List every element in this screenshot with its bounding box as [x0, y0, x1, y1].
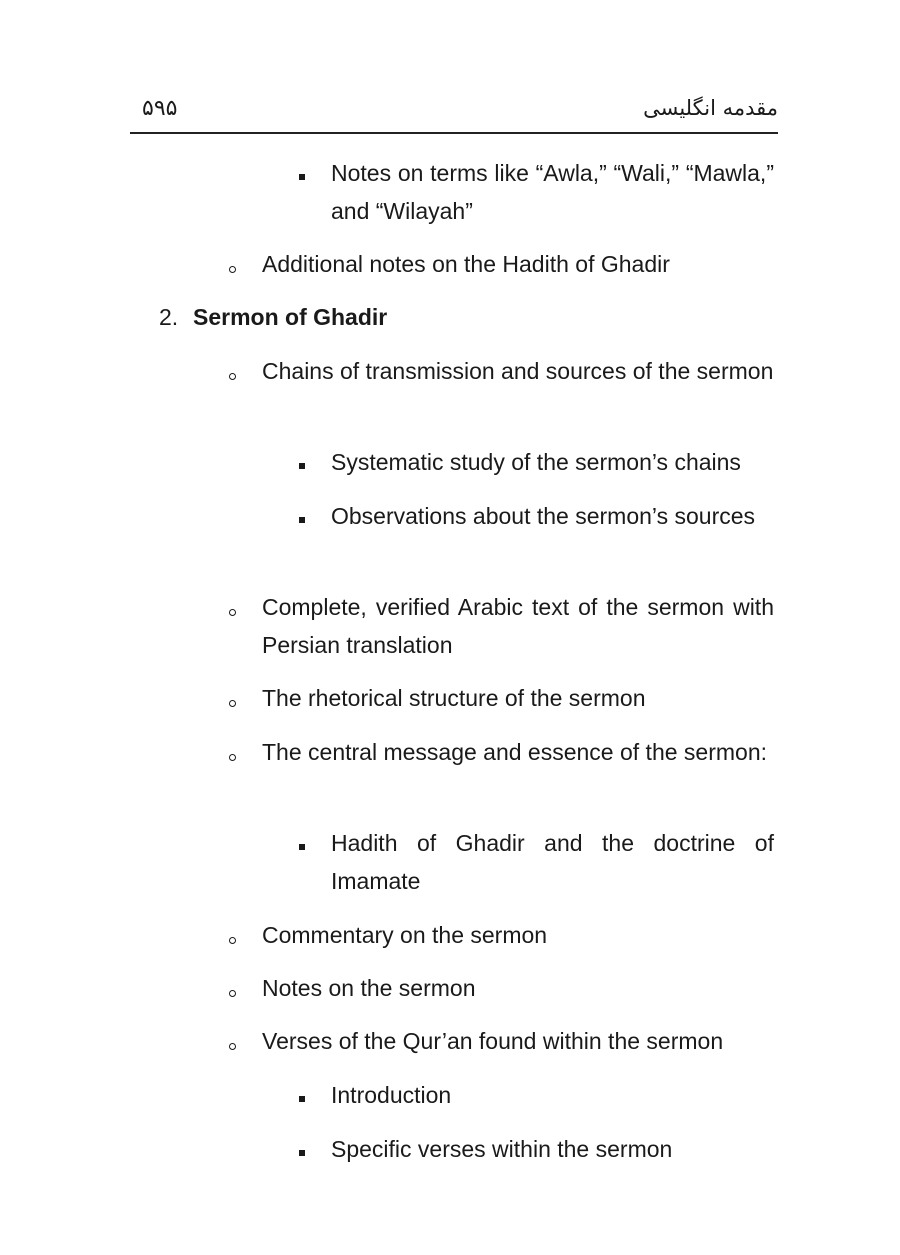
square-bullet-icon [299, 463, 305, 469]
circle-bullet-icon [229, 609, 236, 616]
list-item-rhetorical: The rhetorical structure of the sermon [262, 685, 646, 711]
page-header [130, 96, 778, 134]
section-title: Sermon of Ghadir [193, 304, 388, 330]
circle-bullet-icon [229, 754, 236, 761]
page-number: ۵۹۵ [142, 96, 178, 121]
list-item-additional-notes: Additional notes on the Hadith of Ghadir [262, 251, 670, 277]
list-item-introduction: Introduction [331, 1082, 452, 1108]
list-item-specific-verses: Specific verses within the sermon [331, 1136, 673, 1162]
section-number: 2. [159, 304, 179, 330]
list-item-commentary: Commentary on the sermon [262, 922, 548, 948]
square-bullet-icon [299, 174, 305, 180]
circle-bullet-icon [229, 700, 236, 707]
circle-bullet-icon [229, 937, 236, 944]
square-bullet-icon [299, 517, 305, 523]
list-item-central-message: The central message and essence of the sermon: [262, 739, 768, 765]
square-bullet-icon [299, 844, 305, 850]
list-item-verses: Verses of the Qur’an found within the sermon [262, 1028, 724, 1054]
list-item-systematic-study: Systematic study of the sermon’s chains [331, 449, 741, 475]
list-item-complete-text: Complete, verified Arabic text of the sermon with Persian translation [262, 594, 774, 658]
square-bullet-icon [299, 1096, 305, 1102]
list-item-chains: Chains of transmission and sources of the sermon [262, 358, 774, 384]
header-title: مقدمه انگلیسی [643, 96, 778, 120]
list-item-hadith-doctrine: Hadith of Ghadir and the doctrine of Imamate [331, 830, 774, 894]
circle-bullet-icon [229, 1043, 236, 1050]
list-item-observations: Observations about the sermon’s sources [331, 503, 756, 529]
circle-bullet-icon [229, 990, 236, 997]
list-item-note-terms: Notes on terms like “Awla,” “Wali,” “Mawla,” and “Wilayah” [331, 160, 774, 224]
square-bullet-icon [299, 1150, 305, 1156]
circle-bullet-icon [229, 373, 236, 380]
list-item-notes-sermon: Notes on the sermon [262, 975, 476, 1001]
circle-bullet-icon [229, 266, 236, 273]
